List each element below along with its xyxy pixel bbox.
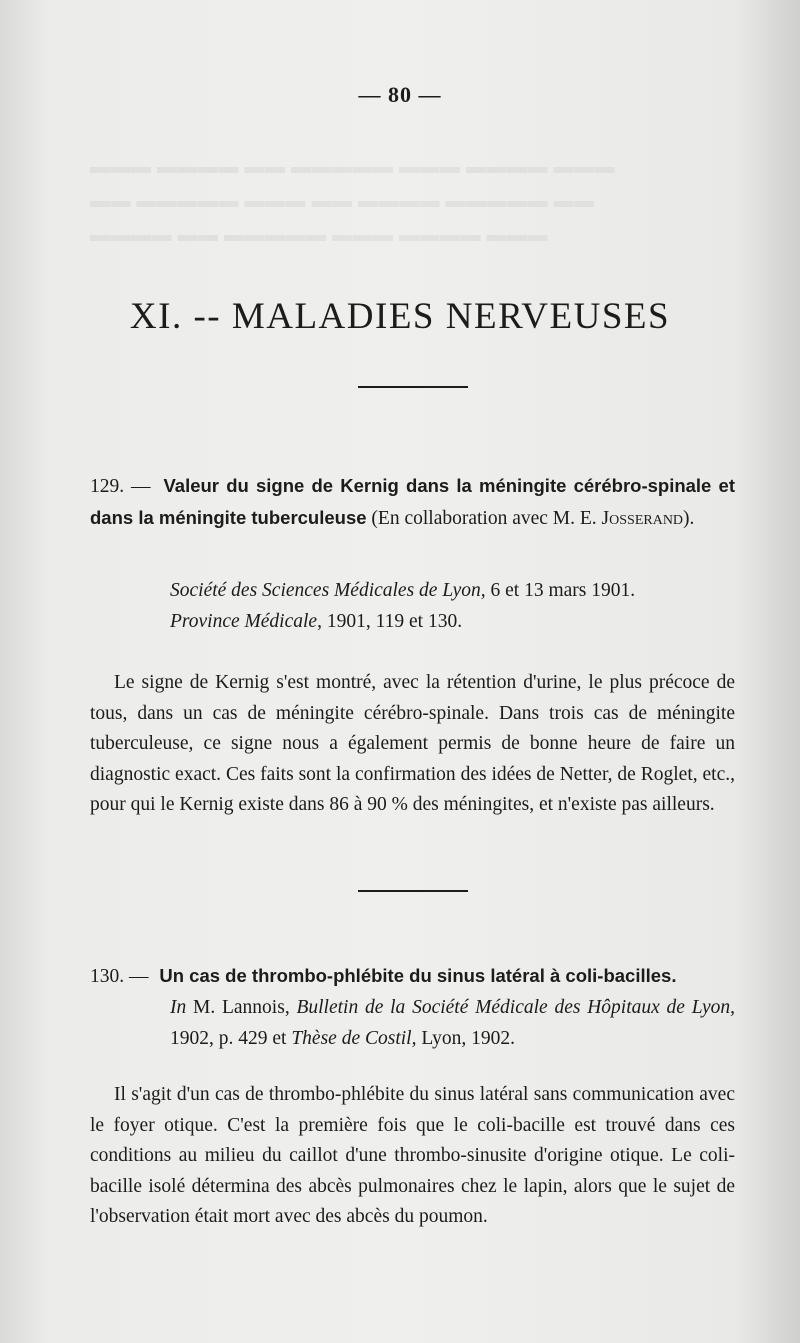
entry-130-body: Il s'agit d'un cas de thrombo-phlébite du sinus latéral sans communication avec le foyer otique. C'est la première fois que le coli-bacille est trouvé dans ces conditions au milieu du caillot d'une thrombo-sinusite d'origine otique. Le coli-bacille isolé détermina des abcès pulmonaires chez le lapin, alors que le sujet de l'observation était mort avec des abcès du poumon. <box>90 1084 735 1227</box>
citation-pages: 1902, p. 429 et <box>170 1028 292 1049</box>
page-number: — 80 — <box>358 82 442 107</box>
entry-title: Un cas de thrombo-phlébite du sinus latéral à coli-bacilles. <box>159 965 677 986</box>
citation-place-year: Lyon, 1902. <box>416 1028 516 1049</box>
entry-129-body: Le signe de Kernig s'est montré, avec la rétention d'urine, le plus précoce de tous, dans un cas de méningite cérébro-spinale. Dans trois cas de méningite tuberculeuse, ce signe nous a également permis de bonne heure de faire un diagnostic exact. Ces faits sont la confirmation des idées de Netter, de Roglet, etc., pour qui le Kernig existe dans 86 à 90 % des méningites, et n'existe pas ailleurs. <box>90 672 735 815</box>
entry-number: 130. — <box>90 966 149 987</box>
citation-date-1: 6 et 13 mars 1901. <box>485 580 636 601</box>
entry-129-heading <box>90 470 735 534</box>
section-divider <box>358 386 468 388</box>
citation-in: In <box>170 997 187 1018</box>
collaborator-name: Josserand <box>601 508 684 529</box>
entry-divider <box>358 890 468 892</box>
citation-source-2: Province Médicale, <box>170 611 322 632</box>
entry-number: 129. — <box>90 476 151 497</box>
bleed-through-texture: ▬▬▬ ▬▬▬▬ ▬▬ ▬▬▬▬▬ ▬▬▬ ▬▬▬▬ ▬▬▬ ▬▬ ▬▬▬▬▬ ▬▬▬ ▬▬ ▬▬▬▬ ▬▬▬▬▬ ▬▬ ▬▬▬▬ ▬▬ ▬▬▬▬▬ ▬▬▬ ▬▬▬▬ ▬▬▬ <box>90 156 615 246</box>
citation-author: M. Lannois, <box>186 997 297 1018</box>
section-title: XI. -- MALADIES NERVEUSES <box>129 296 671 337</box>
citation-source-1: Société des Sciences Médicales de Lyon, <box>170 580 486 601</box>
citation-journal: Bulletin de la Société Médicale des Hôpitaux de Lyon, <box>296 997 736 1018</box>
citation-thesis: Thèse de Costil, <box>291 1028 417 1049</box>
entry-collaboration-close: ). <box>683 508 695 529</box>
citation-pages-2: 1901, 119 et 130. <box>321 611 463 632</box>
entry-129-citation <box>170 575 735 637</box>
entry-130-heading <box>90 960 735 992</box>
entry-130-citation <box>170 992 735 1054</box>
entry-collaboration: (En collaboration avec M. E. <box>366 508 602 529</box>
entry-title: Valeur du signe de Kernig dans la méningite cérébro-spinale et dans la méningite tuberculeuse <box>90 475 735 528</box>
